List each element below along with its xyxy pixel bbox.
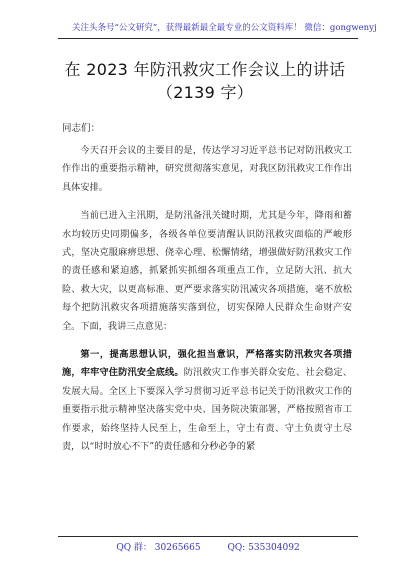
section-heading-1: 第一，提高思想认识，强化担当意识，严格落实防汛救灾各项措施，牢牢守住防汛安全底线。	[62, 349, 352, 379]
footer-divider	[58, 536, 358, 537]
document-body	[62, 142, 352, 457]
page-header-promo: 关注头条号“公文研究”，获得最新最全最专业的公文资料库！ 微信：gongwenyj	[72, 23, 377, 33]
header-divider	[58, 38, 358, 39]
document-title	[40, 58, 370, 104]
paragraph-1: 今天召开会议的主要目的是，传达学习习近平总书记对防汛救灾工作作出的重要指示精神，研究贯彻落实意见，对我区防汛救灾工作作出具体安排。	[62, 145, 352, 193]
paragraph-2: 当前已进入主汛期，是防汛备汛关键时期，尤其是今年，降雨和蓄水均较历史同期偏多，各级各单位要清醒认识防汛救灾面临的严峻形式，坚决克服麻痹思想、侥幸心理、松懈情绪，增强做好防汛救灾工作的责任感和紧迫感，抓紧抓实抓细各项重点工作，立足防大汛、抗大险、救大灾，以更高标准、更严要求落实防汛减灾各项措施，毫不放松每个把防汛救灾各项措施落实落到位，切实保障人民群众生命财产安全。下面，我讲三点意见：	[62, 210, 352, 332]
salutation: 同志们：	[62, 123, 101, 134]
title-line-1: 在 2023 年防汛救灾工作会议上的讲话	[64, 60, 346, 79]
page-footer	[58, 540, 358, 553]
footer-qq: QQ: 535304092	[227, 543, 300, 553]
footer-qq-group: QQ 群： 30265665	[116, 543, 201, 553]
title-line-2: （2139 字）	[156, 83, 254, 102]
paragraph-3-text: 防汛救灾工作事关群众安危、社会稳定、发展大局。全区上下要深入学习贯彻习近平总书记关于防汛救灾工作的重要指示批示精神坚决落实党中央、国务院决策部署，严格按照省市工作要求，始终坚持人民至上，生命至上，守土有责、守土负责守土尽责，以“时时放心不下”的责任感和分秒必争的紧	[62, 367, 353, 453]
paragraph-3	[62, 346, 352, 456]
